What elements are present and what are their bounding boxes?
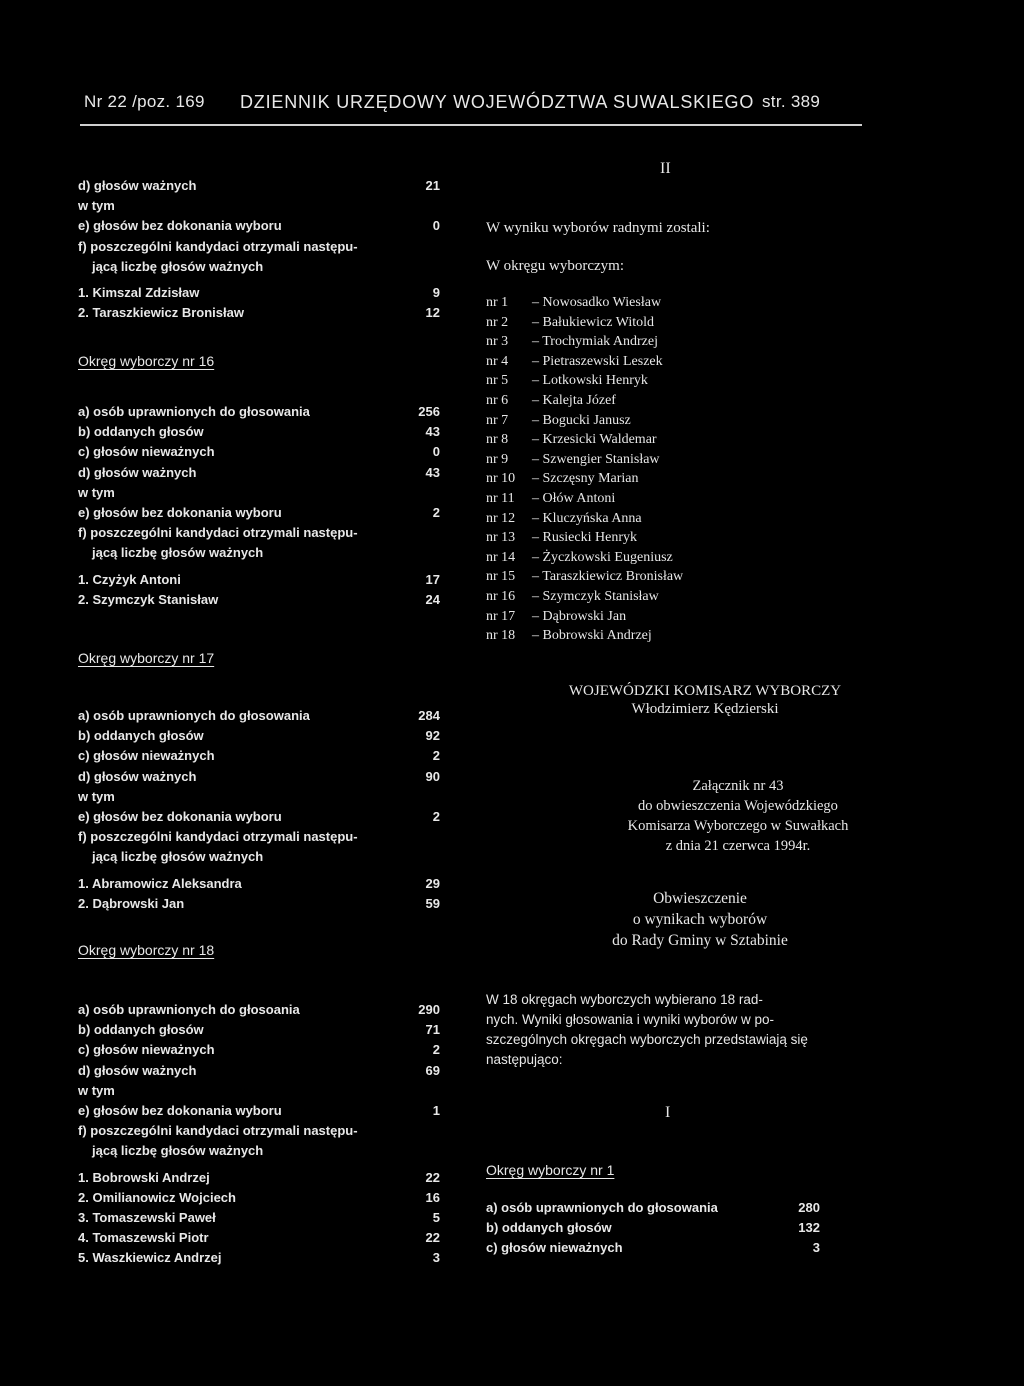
result-value: 2 bbox=[432, 1042, 440, 1058]
result-label: jącą liczbę głosów ważnych bbox=[92, 258, 264, 274]
result-row bbox=[78, 789, 438, 809]
councillor-item bbox=[486, 471, 826, 491]
result-row bbox=[486, 1200, 820, 1220]
district-number: nr 3 bbox=[486, 334, 509, 350]
okreg-16-results bbox=[78, 404, 438, 612]
okreg-18-results bbox=[78, 1002, 438, 1270]
result-row bbox=[78, 424, 438, 444]
councillor-name: – Dąbrowski Jan bbox=[532, 608, 627, 624]
result-value: 69 bbox=[425, 1062, 440, 1078]
councillor-name: – Ołów Antoni bbox=[532, 490, 616, 506]
result-label: d) głosów ważnych bbox=[78, 1062, 197, 1078]
district-number: nr 13 bbox=[486, 530, 516, 546]
result-label: d) głosów ważnych bbox=[78, 178, 197, 193]
result-row bbox=[78, 1083, 438, 1103]
result-label: c) głosów nieważnych bbox=[486, 1240, 623, 1256]
result-value: 280 bbox=[798, 1200, 820, 1215]
result-label: a) osób uprawnionych do głosowania bbox=[78, 404, 310, 419]
councillor-name: – Rusiecki Henryk bbox=[532, 530, 637, 546]
result-label: b) oddanych głosów bbox=[78, 1022, 204, 1038]
result-row bbox=[78, 1042, 438, 1062]
councillor-item bbox=[486, 373, 826, 393]
result-row bbox=[78, 545, 438, 565]
result-row bbox=[78, 829, 438, 849]
result-label: w tym bbox=[78, 198, 115, 214]
result-value: 256 bbox=[418, 404, 440, 419]
result-label: w tym bbox=[78, 1082, 115, 1098]
district-number: nr 18 bbox=[486, 628, 516, 644]
paragraph-line: następująco: bbox=[486, 1052, 563, 1067]
result-row bbox=[78, 1210, 438, 1230]
result-value: 71 bbox=[425, 1022, 440, 1038]
district-number: nr 12 bbox=[486, 510, 516, 526]
result-label: a) osób uprawnionych do głosowania bbox=[486, 1200, 718, 1215]
councillor-item bbox=[486, 295, 826, 315]
councillor-name: – Trochymiak Andrzej bbox=[532, 334, 658, 350]
councillors-list bbox=[486, 295, 826, 648]
result-label: f) poszczególni kandydaci otrzymali następu- bbox=[78, 238, 358, 254]
result-row bbox=[78, 485, 438, 505]
result-label: b) oddanych głosów bbox=[486, 1220, 612, 1236]
notice-line: Obwieszczenie bbox=[653, 890, 747, 907]
result-value: 3 bbox=[432, 1250, 440, 1266]
result-row bbox=[78, 1170, 438, 1190]
okreg-1-results bbox=[486, 1200, 820, 1261]
district-number: nr 6 bbox=[486, 392, 509, 408]
district-number: nr 9 bbox=[486, 451, 509, 467]
district-number: nr 2 bbox=[486, 314, 509, 330]
result-value: 43 bbox=[425, 464, 440, 480]
district-number: nr 5 bbox=[486, 373, 509, 389]
result-value: 90 bbox=[425, 768, 440, 784]
result-label: 1. Abramowicz Aleksandra bbox=[78, 875, 242, 891]
councillor-item bbox=[486, 628, 826, 648]
result-row bbox=[78, 1063, 438, 1083]
result-label: jącą liczbę głosów ważnych bbox=[92, 849, 264, 865]
result-value: 16 bbox=[425, 1189, 440, 1205]
result-label: f) poszczególni kandydaci otrzymali następu- bbox=[78, 829, 358, 845]
okreg-18-title: Okręg wyborczy nr 18 bbox=[78, 942, 215, 958]
result-label: c) głosów nieważnych bbox=[78, 444, 215, 460]
result-row bbox=[78, 178, 438, 198]
result-label: 2. Szymczyk Stanisław bbox=[78, 591, 219, 607]
result-row bbox=[78, 1002, 438, 1022]
result-label: 2. Taraszkiewicz Bronisław bbox=[78, 305, 244, 321]
result-value: 284 bbox=[418, 708, 440, 723]
councillor-item bbox=[486, 511, 826, 531]
commissioner-title: WOJEWÓDZKI KOMISARZ WYBORCZY bbox=[568, 683, 842, 699]
district-number: nr 7 bbox=[486, 412, 509, 428]
result-label: 1. Czyżyk Antoni bbox=[78, 571, 181, 587]
result-row bbox=[78, 198, 438, 218]
result-row bbox=[78, 259, 438, 279]
section-ii: II bbox=[660, 160, 671, 177]
result-label: w tym bbox=[78, 484, 115, 500]
page-header bbox=[84, 92, 864, 114]
councillor-item bbox=[486, 609, 826, 629]
okreg-17-results bbox=[78, 708, 438, 916]
annex-line: Komisarza Wyborczego w Suwałkach bbox=[627, 818, 849, 834]
councillor-name: – Szwengier Stanisław bbox=[532, 451, 660, 467]
result-row bbox=[78, 896, 438, 916]
district-number: nr 15 bbox=[486, 569, 516, 585]
result-row bbox=[78, 218, 438, 238]
result-value: 3 bbox=[812, 1240, 820, 1256]
result-row bbox=[78, 876, 438, 896]
annex-line: Załącznik nr 43 bbox=[692, 778, 784, 794]
result-value: 132 bbox=[798, 1220, 820, 1236]
section-i: I bbox=[665, 1104, 671, 1121]
result-value: 9 bbox=[432, 284, 440, 300]
result-value: 12 bbox=[425, 305, 440, 321]
result-label: f) poszczególni kandydaci otrzymali następu- bbox=[78, 1123, 358, 1139]
result-row bbox=[78, 239, 438, 259]
result-label: e) głosów bez dokonania wyboru bbox=[78, 218, 282, 234]
result-label: b) oddanych głosów bbox=[78, 728, 204, 744]
councillor-item bbox=[486, 432, 826, 452]
councillor-name: – Kalejta Józef bbox=[532, 392, 616, 408]
result-row bbox=[78, 465, 438, 485]
result-label: 2. Omilianowicz Wojciech bbox=[78, 1189, 236, 1205]
result-row bbox=[78, 592, 438, 612]
result-label: e) głosów bez dokonania wyboru bbox=[78, 504, 282, 520]
councillor-name: – Taraszkiewicz Bronisław bbox=[532, 569, 684, 585]
result-row bbox=[78, 525, 438, 545]
result-row bbox=[78, 1022, 438, 1042]
district-number: nr 16 bbox=[486, 588, 516, 604]
result-row bbox=[78, 1190, 438, 1210]
result-value: 17 bbox=[425, 571, 440, 587]
result-row bbox=[78, 285, 438, 305]
result-value: 22 bbox=[425, 1169, 440, 1185]
councillor-name: – Nowosadko Wiesław bbox=[532, 295, 662, 310]
result-row bbox=[78, 505, 438, 525]
result-value: 1 bbox=[432, 1102, 440, 1118]
result-value: 92 bbox=[425, 728, 440, 744]
councillor-item bbox=[486, 452, 826, 472]
district-number: nr 11 bbox=[486, 490, 515, 506]
result-row bbox=[78, 728, 438, 748]
okreg-17-title: Okręg wyborczy nr 17 bbox=[78, 650, 215, 666]
councillor-item bbox=[486, 354, 826, 374]
councillor-item bbox=[486, 530, 826, 550]
result-label: w tym bbox=[78, 788, 115, 804]
result-value: 2 bbox=[432, 748, 440, 764]
result-label: 5. Waszkiewicz Andrzej bbox=[78, 1250, 222, 1266]
result-row bbox=[78, 1103, 438, 1123]
paragraph-line: szczególnych okręgach wyborczych przedstawiają się bbox=[486, 1032, 808, 1047]
result-value: 59 bbox=[425, 895, 440, 911]
annex-line: do obwieszczenia Wojewódzkiego bbox=[638, 798, 838, 814]
result-value: 290 bbox=[418, 1002, 440, 1017]
result-label: e) głosów bez dokonania wyboru bbox=[78, 808, 282, 824]
result-value: 22 bbox=[425, 1230, 440, 1246]
left-top-block bbox=[78, 178, 438, 325]
page-number: str. 389 bbox=[762, 92, 821, 111]
notice-line: o wynikach wyborów bbox=[632, 911, 768, 928]
okreg-16-title: Okręg wyborczy nr 16 bbox=[78, 353, 215, 369]
result-row bbox=[78, 305, 438, 325]
result-label: c) głosów nieważnych bbox=[78, 1042, 215, 1058]
councillor-name: – Życzkowski Eugeniusz bbox=[532, 549, 673, 565]
result-value: 0 bbox=[432, 444, 440, 460]
district-number: nr 8 bbox=[486, 432, 509, 448]
journal-title: DZIENNIK URZĘDOWY WOJEWÓDZTWA SUWALSKIEGO bbox=[240, 92, 755, 112]
councillor-name: – Bobrowski Andrzej bbox=[532, 628, 652, 644]
result-row bbox=[78, 849, 438, 869]
issue-number: Nr 22 /poz. 169 bbox=[84, 92, 205, 111]
annex-line: z dnia 21 czerwca 1994r. bbox=[665, 838, 811, 854]
councillor-name: – Bogucki Janusz bbox=[532, 412, 631, 428]
result-value: 21 bbox=[425, 178, 440, 193]
result-row bbox=[78, 1143, 438, 1163]
result-label: 2. Dąbrowski Jan bbox=[78, 895, 185, 911]
result-value: 5 bbox=[432, 1209, 440, 1225]
result-row bbox=[78, 769, 438, 789]
paragraph-line: nych. Wyniki głosowania i wyniki wyborów w po- bbox=[486, 1012, 774, 1027]
result-row bbox=[78, 748, 438, 768]
result-label: 4. Tomaszewski Piotr bbox=[78, 1230, 209, 1246]
result-value: 43 bbox=[425, 424, 440, 440]
result-row bbox=[78, 708, 438, 728]
councillor-item bbox=[486, 393, 826, 413]
district-number: nr 4 bbox=[486, 353, 509, 369]
result-label: c) głosów nieważnych bbox=[78, 748, 215, 764]
district-number: nr 10 bbox=[486, 471, 516, 487]
councillor-item bbox=[486, 413, 826, 433]
result-row bbox=[78, 1250, 438, 1270]
result-value: 2 bbox=[432, 504, 440, 520]
result-row bbox=[486, 1240, 820, 1260]
councillor-name: – Lotkowski Henryk bbox=[532, 373, 648, 389]
result-label: d) głosów ważnych bbox=[78, 768, 197, 784]
result-row bbox=[486, 1220, 820, 1240]
councillor-name: – Szczęsny Marian bbox=[532, 471, 639, 487]
councillor-name: – Bałukiewicz Witold bbox=[532, 314, 655, 330]
councillor-name: – Kluczyńska Anna bbox=[532, 510, 642, 526]
result-row bbox=[78, 1123, 438, 1143]
district-number: nr 17 bbox=[486, 608, 516, 624]
result-label: 3. Tomaszewski Paweł bbox=[78, 1209, 216, 1225]
result-row bbox=[78, 809, 438, 829]
councillor-name: – Krzesicki Waldemar bbox=[532, 432, 657, 448]
result-label: 1. Bobrowski Andrzej bbox=[78, 1169, 210, 1185]
result-label: jącą liczbę głosów ważnych bbox=[92, 545, 264, 561]
result-row bbox=[78, 404, 438, 424]
result-value: 2 bbox=[432, 808, 440, 824]
councillor-item bbox=[486, 334, 826, 354]
result-label: f) poszczególni kandydaci otrzymali następu- bbox=[78, 525, 358, 541]
result-value: 0 bbox=[432, 218, 440, 234]
paragraph-line: W 18 okręgach wyborczych wybierano 18 rad- bbox=[486, 992, 763, 1007]
result-label: a) osób uprawnionych do głosoania bbox=[78, 1002, 300, 1017]
result-label: 1. Kimszal Zdzisław bbox=[78, 284, 200, 300]
notice-title bbox=[540, 888, 860, 951]
notice-line: do Rady Gminy w Sztabinie bbox=[612, 932, 788, 949]
district-number: nr 14 bbox=[486, 549, 516, 565]
result-row bbox=[78, 1230, 438, 1250]
councillor-item bbox=[486, 550, 826, 570]
district-intro: W okręgu wyborczym: bbox=[486, 258, 625, 274]
okreg-1-title: Okręg wyborczy nr 1 bbox=[486, 1162, 615, 1178]
councillor-item bbox=[486, 569, 826, 589]
councillor-item bbox=[486, 589, 826, 609]
result-value: 29 bbox=[425, 875, 440, 891]
commissioner-name: Włodzimierz Kędzierski bbox=[631, 701, 779, 717]
annex-note bbox=[588, 776, 888, 856]
result-label: jącą liczbę głosów ważnych bbox=[92, 1143, 264, 1159]
result-value: 24 bbox=[425, 591, 440, 607]
result-row bbox=[78, 572, 438, 592]
councillor-item bbox=[486, 315, 826, 335]
result-label: d) głosów ważnych bbox=[78, 464, 197, 480]
councillor-name: – Szymczyk Stanisław bbox=[532, 588, 659, 604]
councillor-item bbox=[486, 491, 826, 511]
councillor-name: – Pietraszewski Leszek bbox=[532, 353, 663, 369]
elected-intro: W wyniku wyborów radnymi zostali: bbox=[486, 220, 710, 236]
intro-paragraph bbox=[486, 990, 846, 1070]
header-rule bbox=[80, 124, 862, 126]
result-label: e) głosów bez dokonania wyboru bbox=[78, 1102, 282, 1118]
district-number: nr 1 bbox=[486, 295, 509, 310]
result-row bbox=[78, 444, 438, 464]
result-label: b) oddanych głosów bbox=[78, 424, 204, 440]
result-label: a) osób uprawnionych do głosowania bbox=[78, 708, 310, 723]
